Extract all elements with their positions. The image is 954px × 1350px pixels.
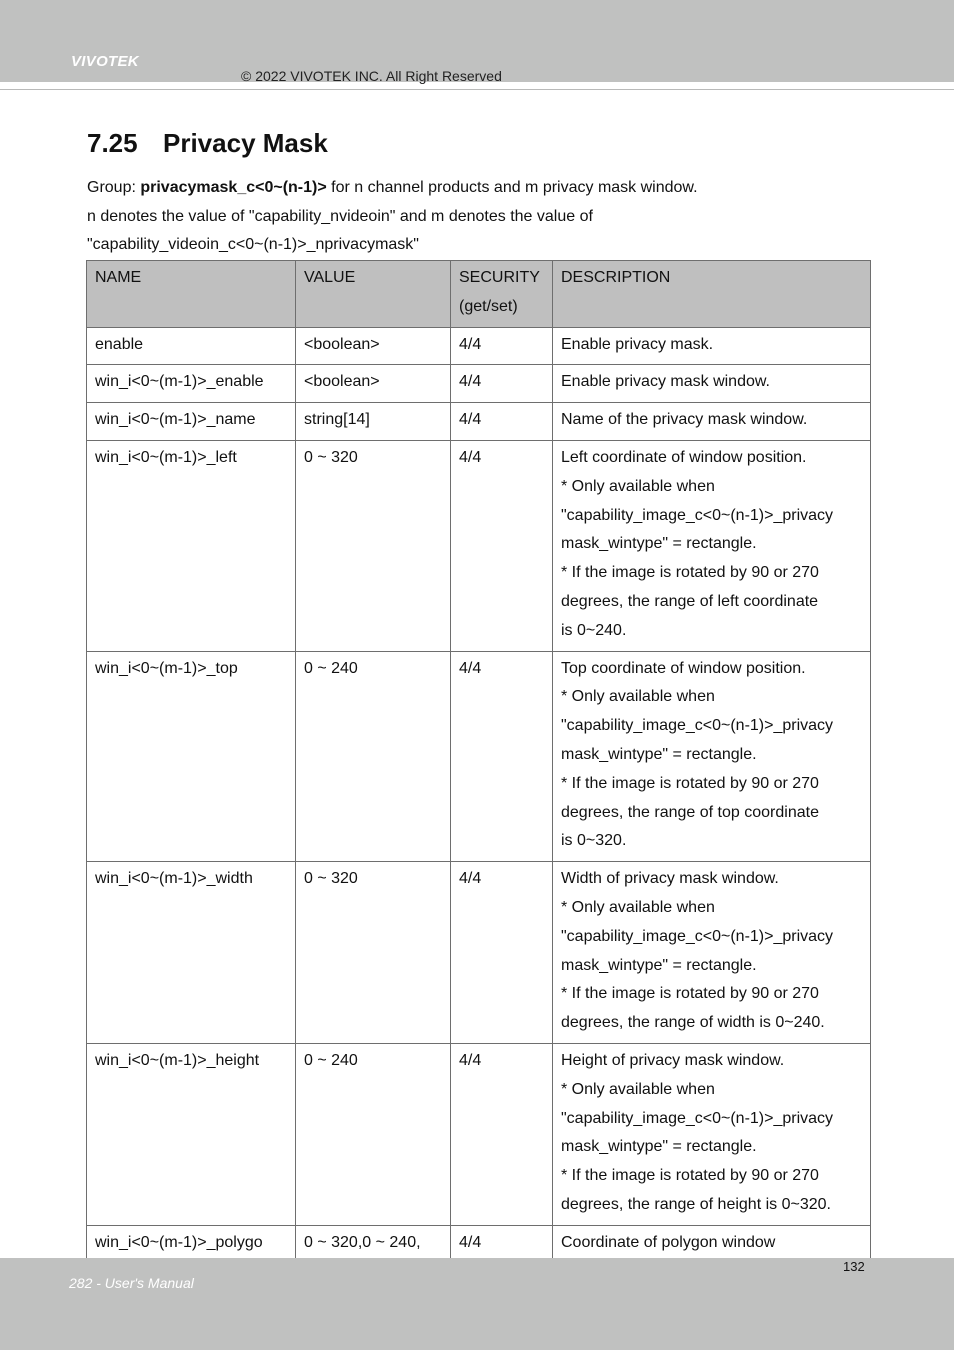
cell-value: 0 ~ 240: [296, 651, 451, 862]
description-line: "capability_image_c<0~(n-1)>_privacy: [561, 506, 834, 524]
description-line: is 0~320.: [561, 832, 627, 850]
cell-security: 4/4: [451, 862, 553, 1044]
description-line: "capability_image_c<0~(n-1)>_privacy: [561, 927, 834, 945]
table-row: [87, 365, 871, 403]
description-line: Coordinate of polygon window: [561, 1233, 776, 1251]
cell-description: [553, 440, 871, 651]
description-line: Name of the privacy mask window.: [561, 411, 808, 429]
cell-description: [553, 327, 871, 365]
cell-name: win_i<0~(m-1)>_left: [87, 440, 296, 651]
description-line: * Only available when: [561, 898, 715, 916]
cell-value: <boolean>: [296, 365, 451, 403]
description-line: Height of privacy mask window.: [561, 1051, 785, 1069]
section-number: 7.25: [87, 128, 138, 158]
table-header-row: [87, 261, 871, 328]
group-suffix: for n channel products and m privacy mask window.: [326, 179, 698, 196]
cell-name: win_i<0~(m-1)>_top: [87, 651, 296, 862]
description-line: * If the image is rotated by 90 or 270: [561, 564, 819, 582]
header-value: VALUE: [296, 261, 451, 328]
cell-value: 0 ~ 320: [296, 862, 451, 1044]
table-row: [87, 651, 871, 862]
brand-logo-text: VIVOTEK: [71, 53, 139, 70]
cell-security: 4/4: [451, 1043, 553, 1225]
description-line: Left coordinate of window position.: [561, 448, 807, 466]
section-heading: [87, 128, 328, 159]
description-line: "capability_image_c<0~(n-1)>_privacy: [561, 1109, 834, 1127]
cell-description: [553, 1043, 871, 1225]
description-line: * Only available when: [561, 688, 715, 706]
cell-security: 4/4: [451, 1225, 553, 1263]
header-security: [451, 261, 553, 328]
cell-description: [553, 651, 871, 862]
cell-name: win_i<0~(m-1)>_width: [87, 862, 296, 1044]
description-line: Enable privacy mask window.: [561, 373, 770, 391]
header-rule: [0, 89, 954, 90]
table-row: [87, 862, 871, 1044]
table-body: [87, 327, 871, 1263]
description-line: * Only available when: [561, 477, 715, 495]
cell-security: 4/4: [451, 403, 553, 441]
cell-name: win_i<0~(m-1)>_enable: [87, 365, 296, 403]
description-line: Enable privacy mask.: [561, 335, 714, 353]
group-name: privacymask_c<0~(n-1)>: [140, 179, 327, 196]
description-line: is 0~240.: [561, 621, 627, 639]
intro-group-line: [87, 174, 887, 203]
page-number: 132: [843, 1259, 865, 1274]
section-title: Privacy Mask: [163, 128, 328, 158]
cell-value: <boolean>: [296, 327, 451, 365]
description-line: * Only available when: [561, 1080, 715, 1098]
cell-security: 4/4: [451, 651, 553, 862]
header-description: DESCRIPTION: [553, 261, 871, 328]
parameter-table: [86, 260, 871, 1264]
cell-description: [553, 365, 871, 403]
description-line: mask_wintype" = rectangle.: [561, 745, 757, 763]
group-prefix: Group:: [87, 179, 141, 196]
cell-value: 0 ~ 320,0 ~ 240,: [296, 1225, 451, 1263]
intro-line-2: n denotes the value of "capability_nvideoin" and m denotes the value of: [87, 207, 593, 225]
description-line: degrees, the range of top coordinate: [561, 803, 819, 821]
description-line: degrees, the range of height is 0~320.: [561, 1195, 831, 1213]
description-line: mask_wintype" = rectangle.: [561, 1138, 757, 1156]
table-row: [87, 327, 871, 365]
description-line: degrees, the range of left coordinate: [561, 592, 819, 610]
description-line: degrees, the range of width is 0~240.: [561, 1014, 825, 1032]
table-row: [87, 403, 871, 441]
cell-name: win_i<0~(m-1)>_name: [87, 403, 296, 441]
cell-name: win_i<0~(m-1)>_height: [87, 1043, 296, 1225]
description-line: * If the image is rotated by 90 or 270: [561, 1167, 819, 1185]
cell-security: 4/4: [451, 440, 553, 651]
cell-value: string[14]: [296, 403, 451, 441]
intro-line-3: "capability_videoin_c<0~(n-1)>_nprivacymask": [87, 236, 419, 254]
cell-name: enable: [87, 327, 296, 365]
manual-label: 282 - User's Manual: [69, 1275, 194, 1291]
header-security-line1: SECURITY: [459, 269, 540, 286]
header-name: NAME: [87, 261, 296, 328]
cell-description: [553, 403, 871, 441]
footer-band: [0, 1258, 954, 1350]
copyright-notice: © 2022 VIVOTEK INC. All Right Reserved: [241, 68, 502, 84]
table-row: [87, 440, 871, 651]
header-security-line2: (get/set): [459, 297, 518, 315]
description-line: mask_wintype" = rectangle.: [561, 956, 757, 974]
cell-security: 4/4: [451, 327, 553, 365]
intro-text: [87, 174, 887, 260]
cell-value: 0 ~ 240: [296, 1043, 451, 1225]
cell-value: 0 ~ 320: [296, 440, 451, 651]
description-line: * If the image is rotated by 90 or 270: [561, 985, 819, 1003]
description-line: "capability_image_c<0~(n-1)>_privacy: [561, 717, 834, 735]
table-row: [87, 1043, 871, 1225]
description-line: * If the image is rotated by 90 or 270: [561, 774, 819, 792]
description-line: Top coordinate of window position.: [561, 659, 806, 677]
cell-description: [553, 862, 871, 1044]
cell-name: win_i<0~(m-1)>_polygo: [87, 1225, 296, 1263]
description-line: mask_wintype" = rectangle.: [561, 535, 757, 553]
description-line: Width of privacy mask window.: [561, 870, 779, 888]
cell-security: 4/4: [451, 365, 553, 403]
